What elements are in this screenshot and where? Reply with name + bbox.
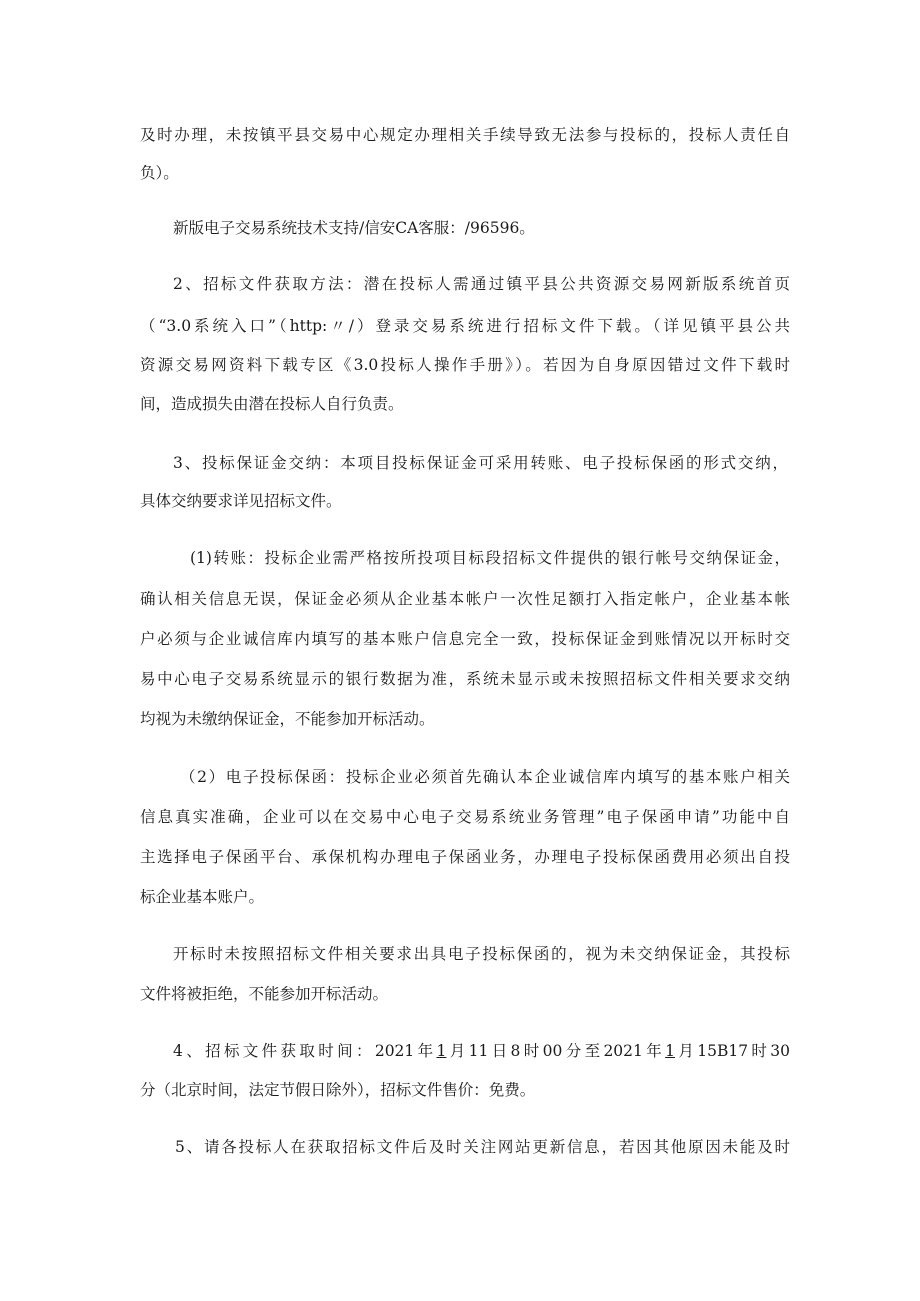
paragraph-line: 分（北京时间，法定节假日除外），招标文件售价：免费。 <box>140 1081 536 1099</box>
paragraph-line: 均视为未缴纳保证金，不能参加开标活动。 <box>140 710 435 728</box>
paragraph-line-date <box>173 1041 790 1061</box>
date-text-segment: 月15B17时30 <box>675 1042 790 1060</box>
date-text-segment: 月11日8时00分至2021年 <box>446 1042 666 1060</box>
paragraph-line: 5、请各投标人在获取招标文件后及时关注网站更新信息，若因其他原因未能及时 <box>175 1138 790 1156</box>
paragraph-line: 文件将被拒绝，不能参加开标活动。 <box>140 985 389 1003</box>
paragraph-line: 2、招标文件获取方法：潜在投标人需通过镇平县公共资源交易网新版系统首页 <box>173 275 790 293</box>
paragraph-line: （“3.0系统入口”（http:〃/）登录交易系统进行招标文件下载。（详见镇平县公共 <box>140 317 790 335</box>
paragraph-line: 开标时未按照招标文件相关要求出具电子投标保函的，视为未交纳保证金，其投标 <box>173 945 790 963</box>
paragraph-line: 新版电子交易系统技术支持/信安CA客服：/96596。 <box>173 219 535 237</box>
paragraph-line: 3、投标保证金交纳：本项目投标保证金可采用转账、电子投标保函的形式交纳， <box>173 454 788 472</box>
paragraph-line: 标企业基本账户。 <box>140 888 265 906</box>
paragraph-line: 具体交纳要求详见招标文件。 <box>140 492 342 510</box>
paragraph-line: 间，造成损失由潜在投标人自行负责。 <box>140 395 404 413</box>
paragraph-line: 及时办理，未按镇平县交易中心规定办理相关手续导致无法参与投标的，投标人责任自 <box>140 126 790 144</box>
underlined-month: 1 <box>436 1042 447 1060</box>
paragraph-line: 信息真实准确，企业可以在交易中心电子交易系统业务管理”电子保函申请”功能中自 <box>140 808 790 826</box>
paragraph-line: 易中心电子交易系统显示的银行数据为准，系统未显示或未按照招标文件相关要求交纳 <box>140 670 790 688</box>
paragraph-line: (1)转账：投标企业需严格按所投项目标段招标文件提供的银行帐号交纳保证金， <box>190 549 790 567</box>
paragraph-line: 资源交易网资料下载专区《3.0投标人操作手册》）。若因为自身原因错过文件下载时 <box>140 356 790 374</box>
paragraph-line: （2）电子投标保函：投标企业必须首先确认本企业诚信库内填写的基本账户相关 <box>180 768 790 786</box>
paragraph-line: 负）。 <box>140 164 179 182</box>
paragraph-line: 户必须与企业诚信库内填写的基本账户信息完全一致，投标保证金到账情况以开标时交 <box>140 630 790 648</box>
paragraph-line: 主选择电子保函平台、承保机构办理电子保函业务，办理电子投标保函费用必须出自投 <box>140 848 790 866</box>
underlined-month: 1 <box>665 1042 675 1060</box>
date-text-segment: 4、招标文件获取时间：2021年 <box>173 1042 437 1060</box>
paragraph-line: 确认相关信息无误，保证金必须从企业基本帐户一次性足额打入指定帐户，企业基本帐 <box>140 590 790 608</box>
